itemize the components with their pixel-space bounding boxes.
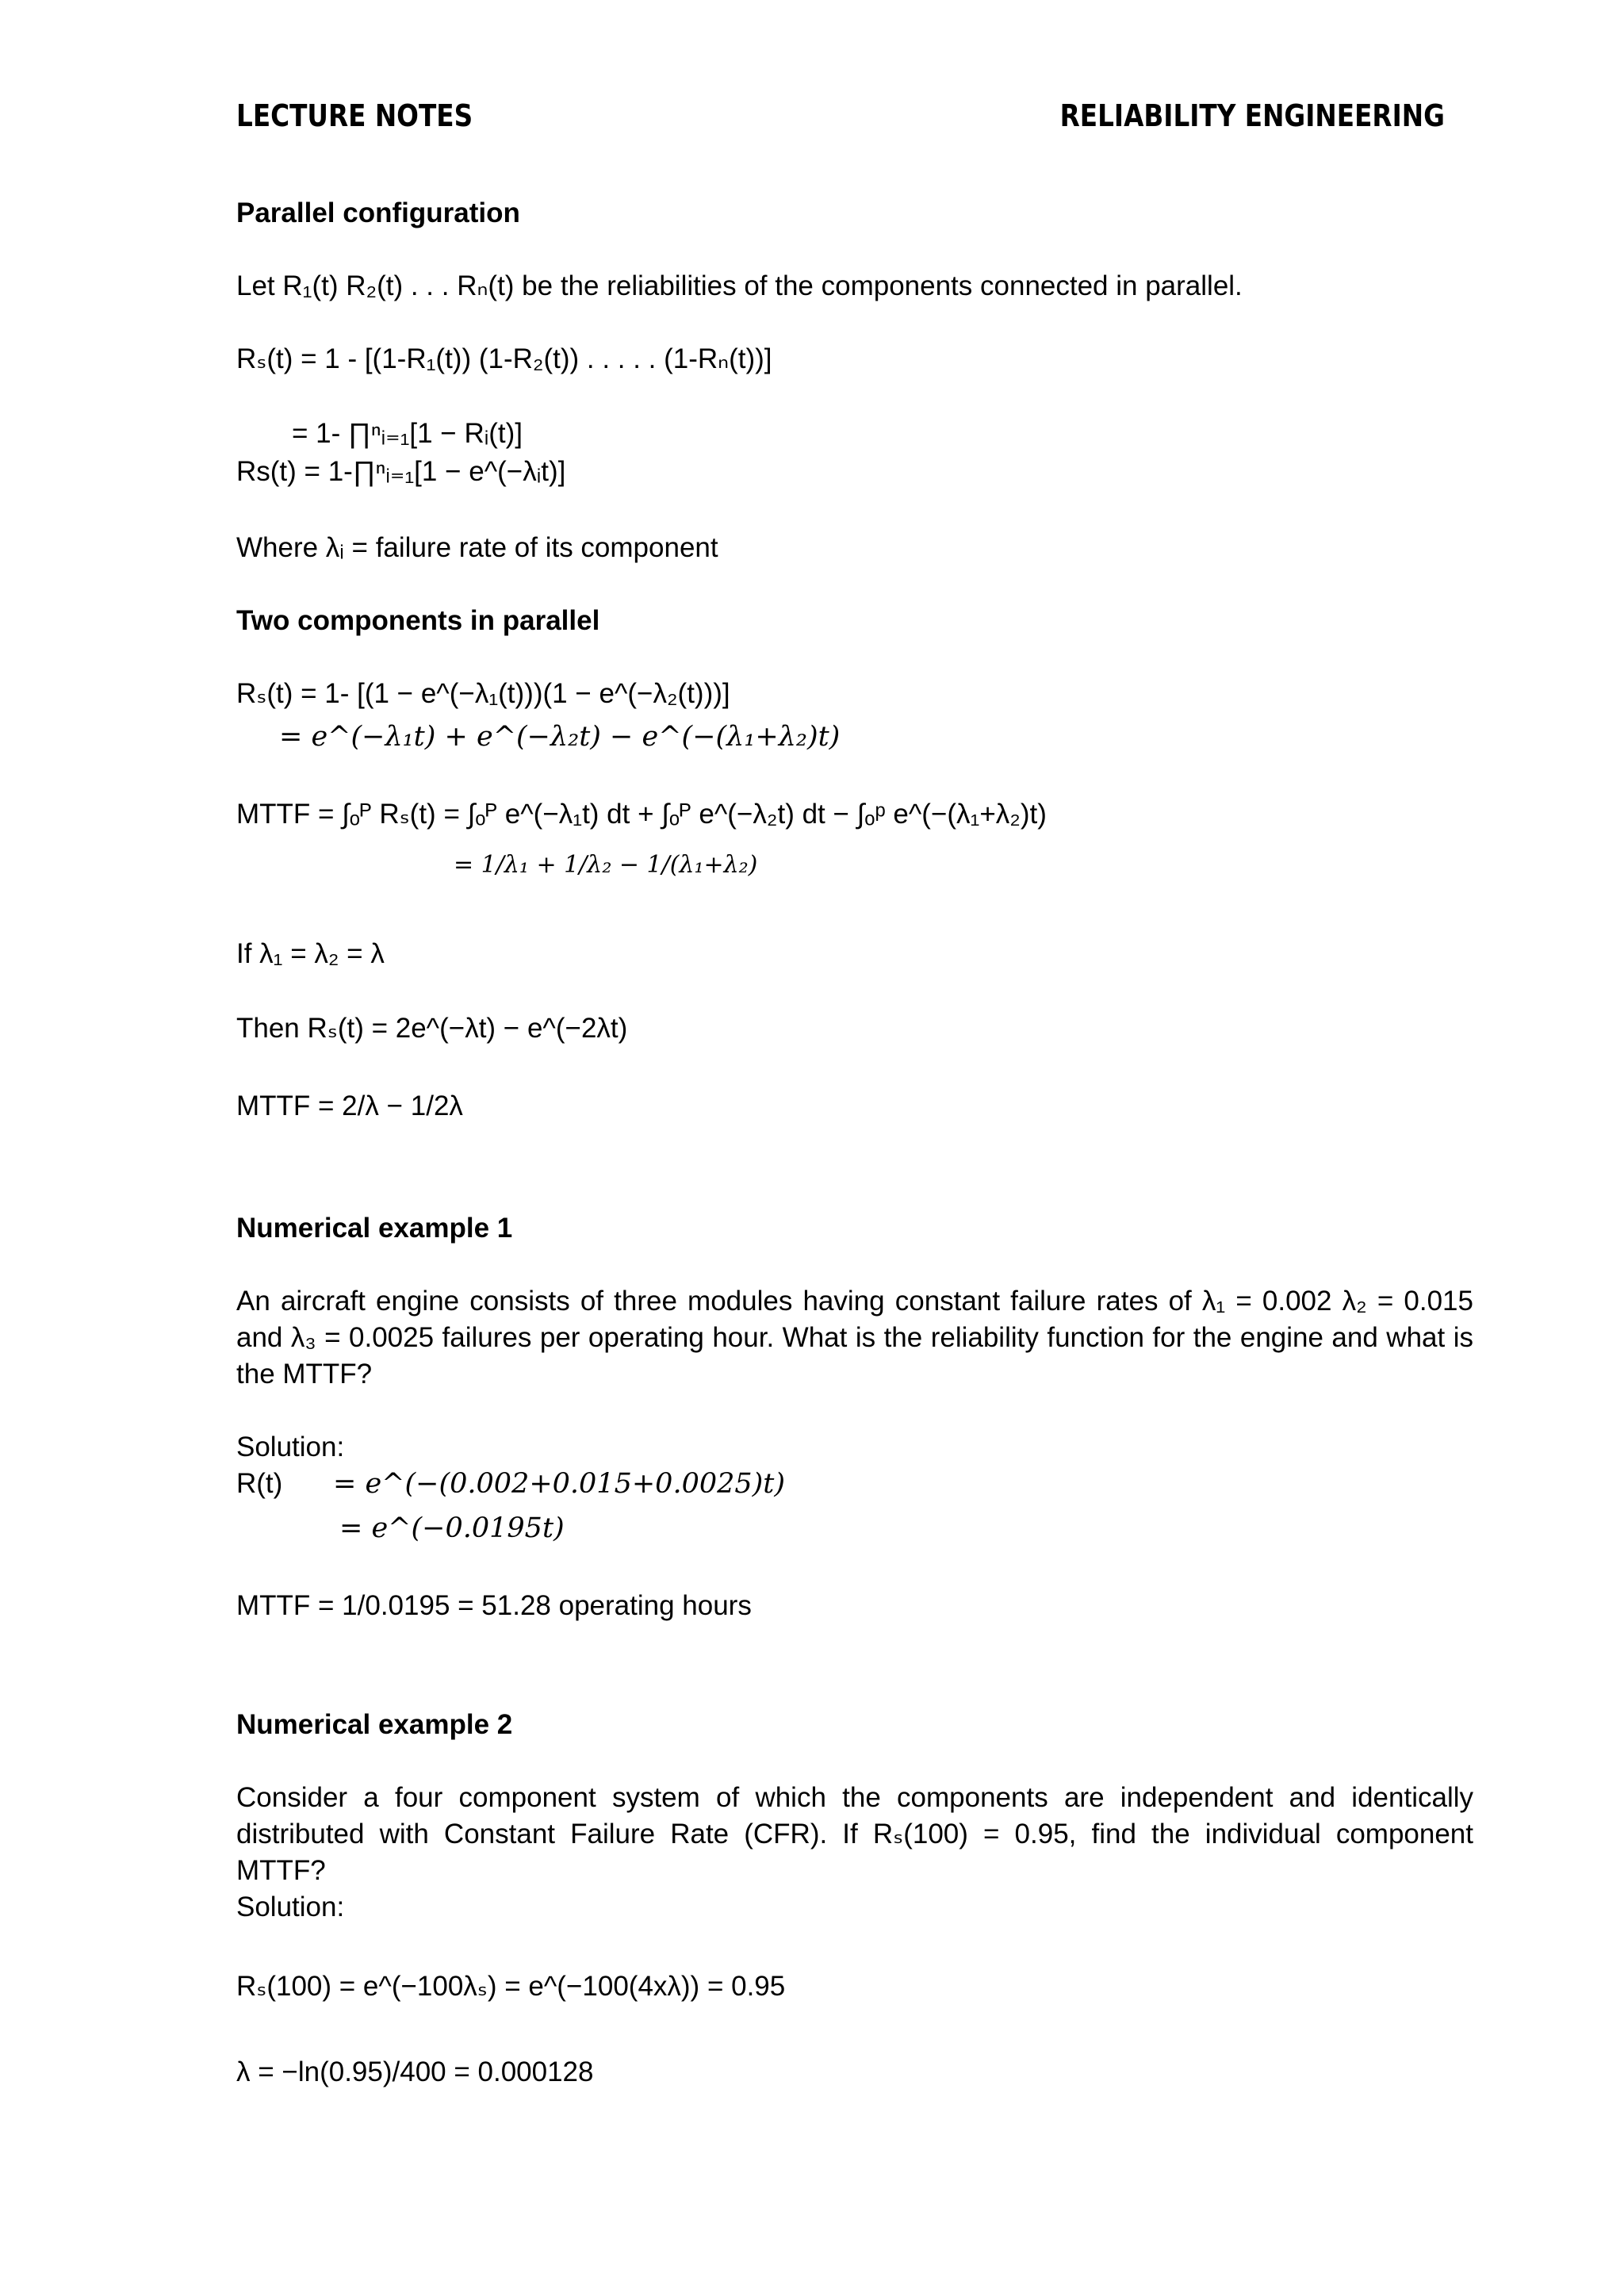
example-2-text: Consider a four component system of which the components are independent and identically distributed with Constant Failure Rate (CFR). If Rₛ(100) = 0.95, find the individual component MTTF? (236, 1782, 1473, 1886)
two-mttf-equal: MTTF = 2/λ − 1/2λ (236, 1091, 463, 1121)
two-mttf-result: = 1/λ₁ + 1/λ₂ − 1/(λ₁+λ₂) (454, 851, 758, 879)
heading-two-components: Two components in parallel (236, 605, 600, 636)
example-1-mttf: MTTF = 1/0.0195 = 51.28 operating hours (236, 1590, 752, 1621)
parallel-where: Where λᵢ = failure rate of its component (236, 532, 718, 563)
parallel-equation-2: = 1- ∏ⁿᵢ₌₁[1 − Rᵢ(t)] (292, 418, 523, 449)
example-1-rt-label: R(t) (236, 1468, 283, 1499)
example-2-solution-label: Solution: (236, 1892, 345, 1922)
two-equation-1: Rₛ(t) = 1- [(1 − e^(−λ₁(t)))(1 − e^(−λ₂(t)))] (236, 678, 730, 709)
parallel-intro: Let R₁(t) R₂(t) . . . Rₙ(t) be the reliabilities of the components connected in parallel. (236, 270, 1243, 301)
page-header (236, 98, 1445, 140)
example-1-rt-equation-1: = e^(−(0.002+0.015+0.0025)t) (333, 1468, 786, 1500)
two-if-equal: If λ₁ = λ₂ = λ (236, 938, 385, 969)
two-mttf-integral: MTTF = ∫ₒᴾ Rₛ(t) = ∫ₒᴾ e^(−λ₁t) dt + ∫ₒᴾ e^(−λ₂t) dt − ∫ₒᵖ e^(−(λ₁+λ₂)t) (236, 799, 1047, 830)
example-1-text: An aircraft engine consists of three modules having constant failure rates of λ₁ = 0.002 λ₂ = 0.015 and λ₃ = 0.0025 failures per operating hour. What is the reliability function for the engine and what is the MTTF? (236, 1286, 1473, 1389)
two-equation-2: = e^(−λ₁t) + e^(−λ₂t) − e^(−(λ₁+λ₂)t) (279, 721, 841, 753)
parallel-equation-3: Rs(t) = 1-∏ⁿᵢ₌₁[1 − e^(−λᵢt)] (236, 456, 566, 487)
example-2-equation-1: Rₛ(100) = e^(−100λₛ) = e^(−100(4xλ)) = 0.95 (236, 1971, 786, 2002)
heading-parallel-configuration: Parallel configuration (236, 197, 520, 228)
two-then: Then Rₛ(t) = 2e^(−λt) − e^(−2λt) (236, 1013, 628, 1044)
example-1-rt-equation-2: = e^(−0.0195t) (339, 1512, 565, 1544)
parallel-equation-1: Rₛ(t) = 1 - [(1-R₁(t)) (1-R₂(t)) . . . . . (1-Rₙ(t))] (236, 343, 772, 374)
header-left: LECTURE NOTES (236, 98, 473, 133)
heading-example-2: Numerical example 2 (236, 1709, 513, 1740)
example-2-equation-2: λ = −ln(0.95)/400 = 0.000128 (236, 2056, 594, 2087)
heading-example-1: Numerical example 1 (236, 1213, 513, 1244)
header-right: RELIABILITY ENGINEERING (1059, 98, 1445, 133)
example-1-solution-label: Solution: (236, 1432, 345, 1462)
